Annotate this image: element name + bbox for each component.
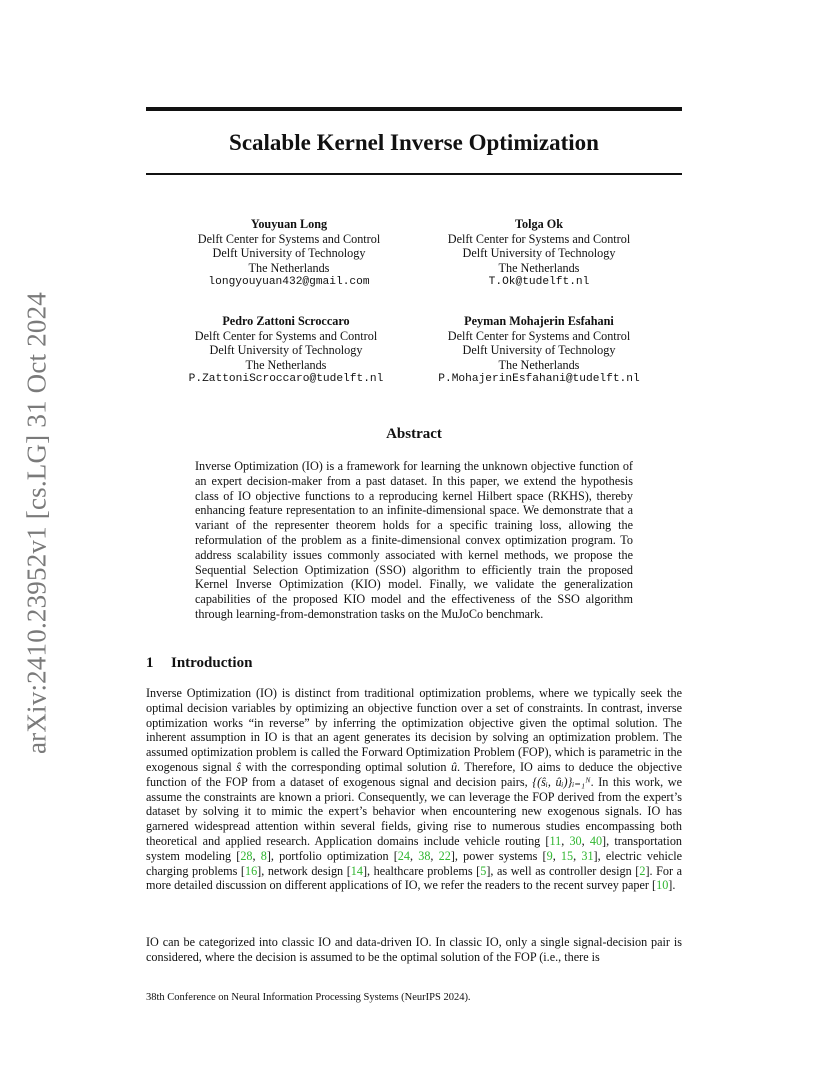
author-name: Pedro Zattoni Scroccaro [222, 314, 350, 328]
section-number: 1 [146, 655, 154, 671]
title-rule-bottom [146, 173, 682, 175]
abstract-heading: Abstract [386, 426, 442, 442]
author-block-1 [159, 217, 419, 290]
intro-paragraph-2: IO can be categorized into classic IO and data-driven IO. In classic IO, only a single signal-decision pair is considered, where the decision is assumed to be the optimal solution of the FOP (i.e., there is [146, 935, 682, 964]
text-run: ]. For a more detailed discussion on different applications of IO, we refer the readers to the recent survey paper [ [146, 863, 683, 893]
author-university: Delft University of Technology [209, 343, 363, 358]
author-block-2 [409, 217, 669, 290]
text-run: . In this work, we assume the constraints are known a priori. Consequently, we can leverage the FOP derived from the expert’s dataset by solving it to mimic the expert’s behavior when encountering new exogenous signals. IO has garnered widespread attention within several fields, giving rise to numerous studies encompassing both theoretical and applied research. Application domains include vehicle routing [ [146, 774, 682, 848]
author-affiliation: Delft Center for Systems and Control [447, 231, 631, 246]
citation-link[interactable]: 5 [480, 863, 487, 878]
citation-link[interactable]: 14 [350, 863, 363, 878]
citation-link[interactable]: 31 [581, 848, 594, 863]
author-block-4 [409, 314, 669, 387]
author-affiliation: Delft Center for Systems and Control [447, 328, 631, 343]
author-country: The Netherlands [498, 357, 580, 372]
author-name: Peyman Mohajerin Esfahani [464, 314, 614, 328]
text-run: ], electric vehicle charging problems [ [146, 848, 683, 878]
author-university: Delft University of Technology [462, 246, 616, 261]
citation-link[interactable]: 9 [546, 848, 553, 863]
abstract-text: Inverse Optimization (IO) is a framework for learning the unknown objective function of an expert decision-maker from a past dataset. In this paper, we extend the hypothesis class of IO objective functions to a reproducing kernel Hilbert space (RKHS), thereby enhancing feature representation to an infinite-dimensional space. We demonstrate that a variant of the representer theorem holds for a specific training loss, allowing the reformulation of the problem as a finite-dimensional convex optimization program. To address scalability issues commonly associated with kernel methods, we propose the Sequential Selection Optimization (SSO) algorithm to efficiently train the proposed Kernel Inverse Optimization (KIO) model. Finally, we validate the generalization capabilities of the proposed KIO model and the effectiveness of the SSO algorithm through learning-from-demonstration tasks on the MuJoCo benchmark. [195, 459, 633, 621]
author-name: Youyuan Long [250, 217, 328, 231]
text-run: with the corresponding optimal solution [241, 759, 451, 774]
text-run: ], power systems [ [450, 848, 547, 863]
text-run: ]. [668, 878, 676, 893]
citation-link[interactable]: 28 [240, 848, 253, 863]
text-run: ], healthcare problems [ [362, 863, 481, 878]
text-run: ], as well as controller design [ [486, 863, 640, 878]
conference-footnote: 38th Conference on Neural Information Processing Systems (NeurIPS 2024). [146, 992, 471, 1003]
section-title: Introduction [171, 655, 253, 671]
citation-link[interactable]: 30 [569, 833, 582, 848]
text-run: ], portfolio optimization [ [266, 848, 398, 863]
citation-link[interactable]: 15 [560, 848, 574, 863]
author-email[interactable]: longyouyuan432@gmail.com [208, 276, 370, 289]
citation-link[interactable]: 22 [438, 848, 451, 863]
citation-link[interactable]: 8 [260, 848, 267, 863]
paper-title: Scalable Kernel Inverse Optimization [229, 130, 599, 155]
citation-link[interactable]: 16 [244, 863, 258, 878]
text-run: ], network design [ [257, 863, 351, 878]
citation-link[interactable]: 10 [656, 878, 669, 893]
intro-paragraph-1: Inverse Optimization (IO) is distinct from traditional optimization problems, where we typically seek the optimal decision variables by optimizing an objective function over a set of constraints. In contrast, inverse optimization works “in reverse” by inferring the optimization objective given the optimal solution. The inherent assumption in IO is that an agent generates its decision by solving an optimization problem. The assumed optimization problem is called the Forward Optimization Problem (FOP), which is parametric in the exogenous signal ŝ with the corresponding optimal solution û. Therefore, IO aims to deduce the objective function of the FOP from a dataset of exogenous signal and decision pairs, {(ŝᵢ, ûᵢ)}ᵢ₌₁ᴺ. In this work, we assume the constraints are known a priori. Consequently, we can leverage the FOP derived from the expert’s dataset by solving it to mimic the expert’s behavior when encountering new exogenous signals. IO has garnered widespread attention within several fields, giving rise to numerous studies encompassing both theoretical and applied research. Application domains include vehicle routing [11, 30, 40], transportation system modeling [28, 8], portfolio optimization [24, 38, 22], power systems [9, 15, 31], electric vehicle charging problems [16], network design [14], healthcare problems [5], as well as controller design [2]. For a more detailed discussion on different applications of IO, we refer the readers to the recent survey paper [10]. [146, 686, 683, 893]
citation-link[interactable]: 38 [418, 848, 431, 863]
math-solution: û [450, 759, 458, 774]
author-email[interactable]: T.Ok@tudelft.nl [488, 276, 590, 289]
author-university: Delft University of Technology [212, 246, 366, 261]
citation-link[interactable]: 11 [549, 833, 562, 848]
math-dataset: {(ŝᵢ, ûᵢ)}ᵢ₌₁ᴺ [532, 774, 591, 789]
author-affiliation: Delft Center for Systems and Control [197, 231, 381, 246]
author-affiliation: Delft Center for Systems and Control [194, 328, 378, 343]
text-run: . Therefore, IO aims to deduce the objective function of the FOP from a dataset of exogenous signal and decision pairs, [146, 759, 682, 789]
math-signal: ŝ [236, 759, 242, 774]
author-country: The Netherlands [248, 260, 330, 275]
author-country: The Netherlands [245, 357, 327, 372]
section-heading-introduction [146, 655, 252, 672]
author-block-3 [156, 314, 416, 387]
author-university: Delft University of Technology [462, 343, 616, 358]
text-run: Inverse Optimization (IO) is distinct from traditional optimization problems, where we typically seek the optimal decision variables by optimizing an objective function over a set of constraints. In contrast, inverse optimization works “in reverse” by inferring the optimization objective given the optimal solution. The inherent assumption in IO is that an agent generates its decision by solving an optimization problem. The assumed optimization problem is called the Forward Optimization Problem (FOP), which is parametric in the exogenous signal [146, 686, 682, 774]
author-country: The Netherlands [498, 260, 580, 275]
arxiv-identifier: arXiv:2410.23952v1 [cs.LG] 31 Oct 2024 [21, 291, 52, 755]
citation-link[interactable]: 24 [397, 848, 410, 863]
author-name: Tolga Ok [515, 217, 563, 231]
title-rule-top [146, 107, 682, 111]
author-email[interactable]: P.ZattoniScroccaro@tudelft.nl [188, 373, 384, 386]
author-email[interactable]: P.MohajerinEsfahani@tudelft.nl [438, 373, 640, 386]
text-run: ], transportation system modeling [ [146, 833, 683, 863]
citation-link[interactable]: 2 [639, 863, 646, 878]
citation-link[interactable]: 40 [589, 833, 603, 848]
